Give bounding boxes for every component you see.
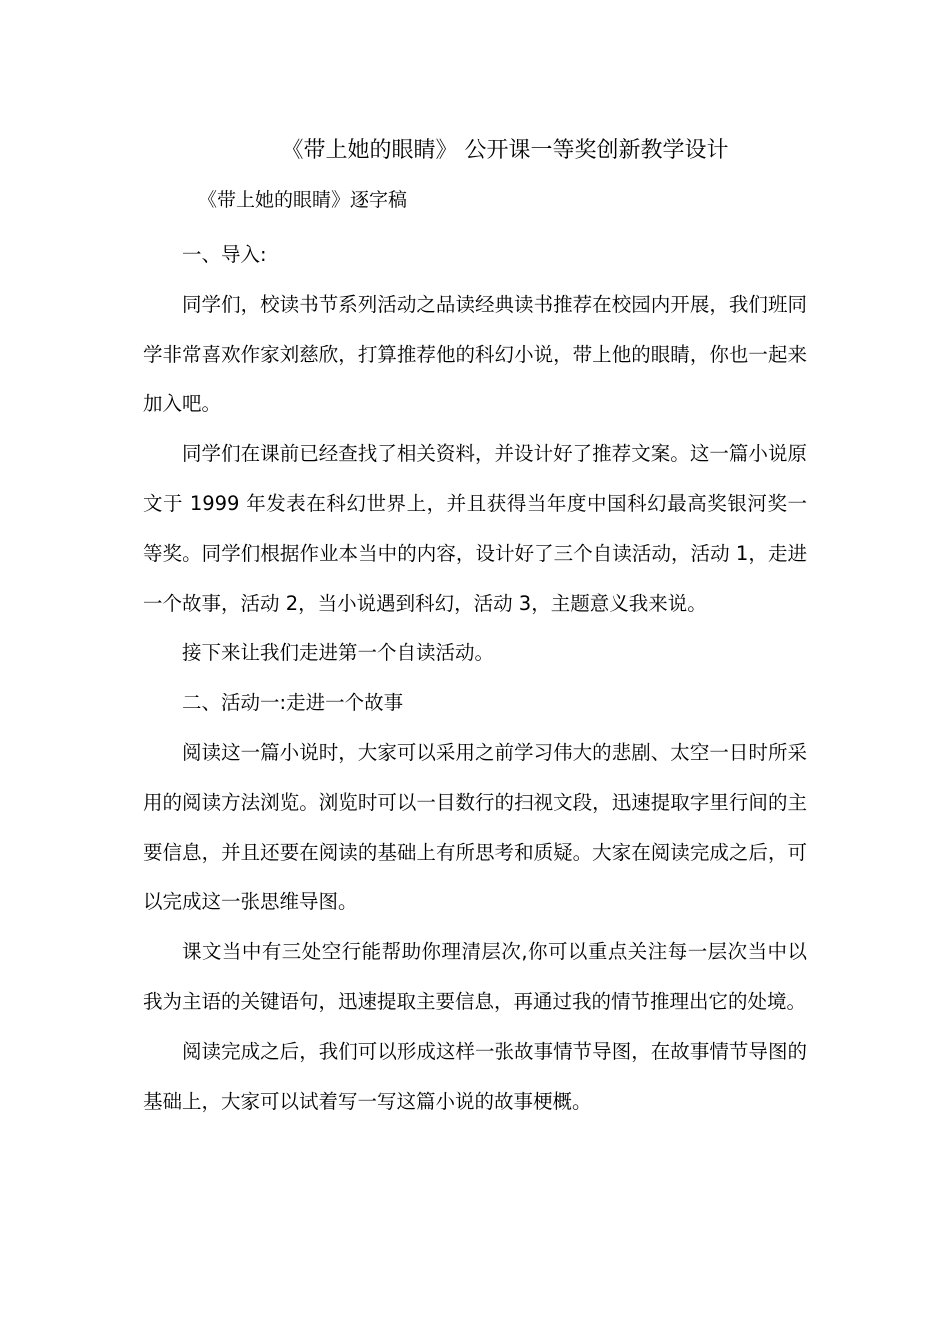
paragraph: 阅读这一篇小说时，大家可以采用之前学习伟大的悲剧、太空一日时所采用的阅读方法浏览。浏览时可以一目数行的扫视文段，迅速提取字里行间的主要信息，并且还要在阅读的基础上有所思考和质疑。大家在阅读完成之后，可以完成这一张思维导图。 [143,740,807,914]
paragraph: 阅读完成之后，我们可以形成这样一张故事情节导图，在故事情节导图的基础上，大家可以试着写一写这篇小说的故事梗概。 [143,1039,807,1113]
section-heading-intro: 一、导入: [182,243,267,266]
paragraph: 同学们在课前已经查找了相关资料，并设计好了推荐文案。这一篇小说原文于 1999 年发表在科幻世界上，并且获得当年度中国科幻最高奖银河奖一等奖。同学们根据作业本当中的内容，设计好了三个自读活动，活动 1，走进一个故事，活动 2，当小说遇到科幻，活动 3，主题意义我来说。 [143,442,807,615]
document-title: 《带上她的眼睛》 公开课一等奖创新教学设计 [281,138,729,163]
paragraph: 同学们，校读书节系列活动之品读经典读书推荐在校园内开展，我们班同学非常喜欢作家刘慈欣，打算推荐他的科幻小说，带上他的眼睛，你也一起来加入吧。 [143,292,807,416]
paragraph: 课文当中有三处空行能帮助你理清层次,你可以重点关注每一层次当中以我为主语的关键语句，迅速提取主要信息，再通过我的情节推理出它的处境。 [143,940,807,1013]
document-subtitle: 《带上她的眼睛》逐字稿 [198,189,408,211]
paragraph: 接下来让我们走进第一个自读活动。 [182,641,495,665]
section-heading-activity-one: 二、活动一:走进一个故事 [182,691,404,715]
document-body [143,230,807,1126]
